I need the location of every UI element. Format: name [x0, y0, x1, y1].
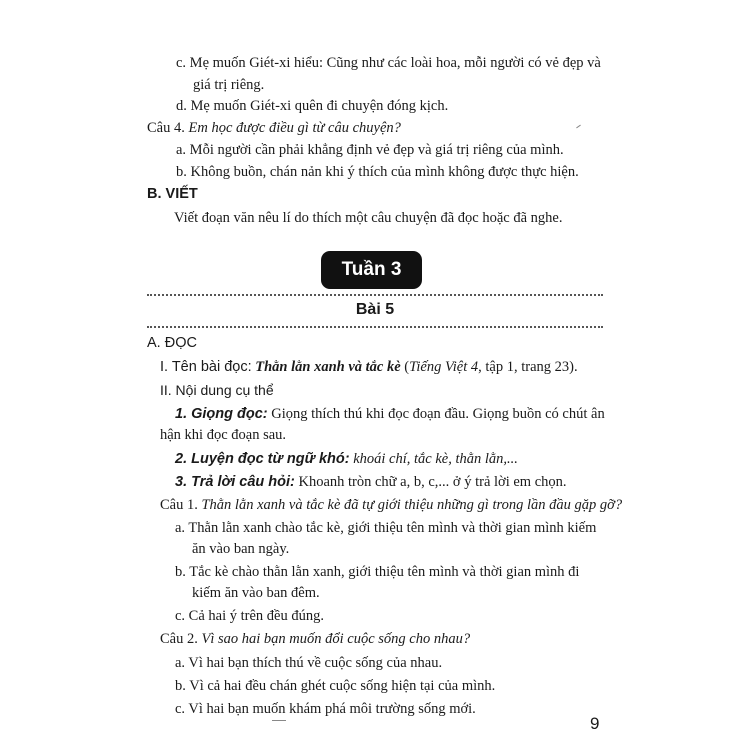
divider-top [147, 294, 603, 296]
question-2 [160, 629, 470, 649]
reading-heading: A. ĐỌC [147, 335, 197, 351]
week-badge: Tuần 3 [321, 251, 422, 289]
source-book: Tiếng Việt 4 [409, 359, 479, 375]
page-number: 9 [590, 714, 600, 733]
item-1-label: 1. Giọng đọc: [175, 406, 268, 422]
section-1 [160, 357, 578, 377]
q2-option-a: a. Vì hai bạn thích thú về cuộc sống của nhau. [175, 655, 443, 671]
source-rest: , tập 1, trang 23). [478, 359, 578, 375]
q2-option-c: c. Vì hai bạn muốn khám phá môi trường sống mới. [175, 701, 476, 717]
q1-option-b-line2: kiếm ăn vào ban đêm. [192, 585, 320, 601]
q3-option-c-line2: giá trị riêng. [193, 77, 265, 93]
section-2-label: II. Nội dung cụ thể [160, 382, 274, 398]
question-1-text: Thằn lằn xanh và tắc kè đã tự giới thiệu những gì trong lần đầu gặp gỡ? [201, 497, 623, 513]
question-4 [147, 118, 401, 138]
item-3-text: Khoanh tròn chữ a, b, c,... ở ý trả lời em chọn. [294, 474, 567, 490]
question-2-text: Vì sao hai bạn muốn đổi cuộc sống cho nhau? [201, 631, 471, 647]
q4-option-b: b. Không buồn, chán nản khi ý thích của mình không được thực hiện. [176, 164, 579, 180]
item-1 [175, 404, 605, 424]
q1-option-b-line1: b. Tắc kè chào thằn lằn xanh, giới thiệu tên mình và thời gian mình đi [175, 564, 580, 580]
section-1-label: I. Tên bài đọc: [160, 359, 252, 375]
question-1-prefix: Câu 1. [160, 497, 198, 513]
divider-bottom [147, 326, 603, 328]
q1-option-a-line1: a. Thằn lằn xanh chào tắc kè, giới thiệu tên mình và thời gian mình kiếm [175, 520, 597, 536]
question-2-prefix: Câu 2. [160, 631, 198, 647]
q3-option-c-line1: c. Mẹ muốn Giét-xi hiểu: Cũng như các loài hoa, mỗi người có vẻ đẹp và [176, 55, 601, 71]
item-2-text: khoái chí, tắc kè, thằn lằn,... [349, 451, 518, 467]
item-1-continuation: hận khi đọc đoạn sau. [160, 427, 287, 443]
q1-option-c: c. Cả hai ý trên đều đúng. [175, 608, 324, 624]
q2-option-b: b. Vì cả hai đều chán ghét cuộc sống hiện tại của mình. [175, 678, 496, 694]
question-4-text: Em học được điều gì từ câu chuyện? [188, 120, 401, 136]
reading-title: Thằn lằn xanh và tắc kè [255, 359, 401, 375]
q4-option-a: a. Mỗi người cần phải khẳng định vẻ đẹp và giá trị riêng của mình. [176, 142, 564, 158]
item-1-text: Giọng thích thú khi đọc đoạn đầu. Giọng buồn có chút ân [267, 406, 605, 422]
item-2 [175, 449, 518, 469]
scan-speck [576, 125, 581, 129]
writing-task: Viết đoạn văn nêu lí do thích một câu chuyện đã đọc hoặc đã nghe. [174, 210, 563, 226]
lesson-title: Bài 5 [355, 301, 395, 318]
item-3 [175, 472, 567, 492]
writing-heading: B. VIẾT [147, 186, 198, 202]
q3-option-d: d. Mẹ muốn Giét-xi quên đi chuyện đóng kịch. [176, 98, 449, 114]
question-4-prefix: Câu 4. [147, 120, 185, 136]
item-2-label: 2. Luyện đọc từ ngữ khó: [175, 451, 350, 467]
item-3-label: 3. Trả lời câu hỏi: [175, 474, 295, 490]
scan-speck [272, 720, 286, 721]
q1-option-a-line2: ăn vào ban ngày. [192, 541, 290, 557]
question-1 [160, 495, 622, 515]
source-open: ( [400, 359, 410, 375]
